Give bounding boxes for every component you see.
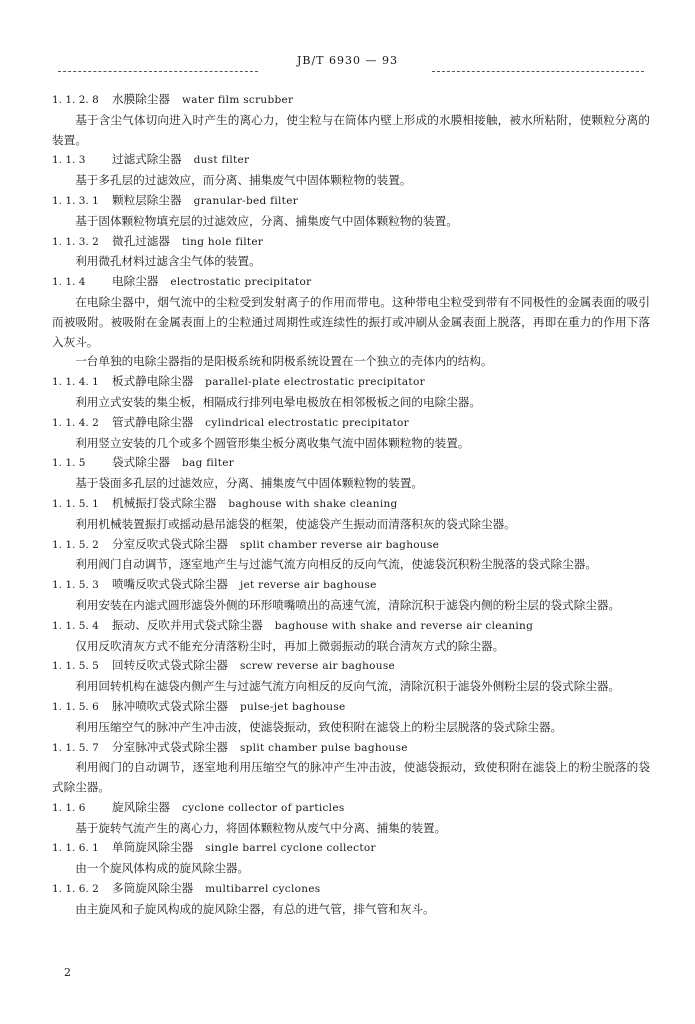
term-chinese: 板式静电除尘器 (112, 374, 194, 389)
term-english: baghouse with shake cleaning (228, 497, 398, 510)
term-number: 1. 1. 5. 4 (52, 619, 99, 632)
term-chinese: 旋风除尘器 (112, 799, 170, 814)
standard-code: JB/T 6930 — 93 (296, 54, 399, 67)
term-heading (52, 697, 650, 718)
term-chinese: 振动、反吹并用式袋式除尘器 (112, 617, 263, 632)
term-number: 1. 1. 5. 2 (52, 538, 99, 551)
term-entry-1-1-5-3 (52, 575, 650, 616)
term-heading (52, 232, 650, 253)
term-entry-1-1-6 (52, 798, 650, 839)
term-definition: 利用阀门的自动调节，逐室地利用压缩空气的脉冲产生冲击波，使滤袋振动，致使积附在滤袋上的粉尘脱落的袋式除尘器。 (52, 760, 650, 795)
term-entry-1-1-5-1 (52, 494, 650, 535)
term-english: bag filter (181, 457, 235, 470)
term-entry-1-1-4-1 (52, 372, 650, 413)
term-english: split chamber reverse air baghouse (239, 538, 440, 551)
term-heading (52, 616, 650, 637)
term-chinese: 水膜除尘器 (112, 92, 170, 106)
document-body (52, 90, 650, 920)
term-heading (52, 272, 650, 293)
term-chinese: 过滤式除尘器 (112, 152, 182, 167)
term-number: 1. 1. 4. 1 (52, 376, 99, 389)
term-english: single barrel cyclone collector (205, 842, 376, 855)
term-number: 1. 1. 6 (52, 801, 86, 814)
term-definition: 利用机械装置振打或摇动悬吊滤袋的框架，使滤袋产生振动而清落积灰的袋式除尘器。 (75, 516, 516, 531)
header-rule-left (58, 71, 258, 72)
term-heading (52, 838, 650, 859)
term-heading (52, 372, 650, 393)
term-chinese: 分室脉冲式袋式除尘器 (112, 739, 228, 754)
term-entry-1-1-5 (52, 453, 650, 494)
term-heading (52, 453, 650, 474)
term-english: baghouse with shake and reverse air cleaning (274, 619, 534, 632)
term-definition-note: 一台单独的电除尘器指的是阳极系统和阴极系统设置在一个独立的壳体内的结构。 (75, 354, 493, 369)
term-entry-1-1-5-7 (52, 738, 650, 798)
term-number: 1. 1. 2. 8 (52, 94, 99, 106)
term-definition: 利用微孔材料过滤含尘气体的装置。 (75, 254, 261, 269)
term-heading (52, 535, 650, 556)
term-english: split chamber pulse baghouse (239, 741, 408, 754)
term-chinese: 管式静电除尘器 (112, 414, 194, 429)
term-heading (52, 738, 650, 759)
term-english: granular-bed filter (193, 194, 299, 207)
term-entry-1-1-3-1 (52, 191, 650, 232)
header-rule-right (432, 71, 644, 72)
term-english: dust filter (193, 154, 250, 167)
term-entry-1-1-2-8 (52, 90, 650, 150)
term-english: pulse-jet baghouse (239, 700, 346, 713)
term-english: screw reverse air baghouse (239, 660, 396, 673)
term-english: electrostatic precipitator (170, 276, 312, 289)
term-number: 1. 1. 5. 1 (52, 497, 99, 510)
page-number: 2 (64, 966, 71, 979)
page-header (0, 54, 695, 78)
term-chinese: 分室反吹式袋式除尘器 (112, 536, 228, 551)
term-definition: 利用安装在内滤式圆形滤袋外侧的环形喷嘴喷出的高速气流，清除沉积于滤袋内侧的粉尘层的袋式除尘器。 (75, 597, 621, 612)
term-definition: 由主旋风和子旋风构成的旋风除尘器，有总的进气管，排气管和灰斗。 (75, 901, 435, 916)
term-number: 1. 1. 5. 6 (52, 700, 99, 713)
term-entry-1-1-4 (52, 272, 650, 372)
term-number: 1. 1. 4 (52, 276, 86, 289)
term-definition: 基于多孔层的过滤效应，而分离、捕集废气中固体颗粒物的装置。 (75, 173, 412, 188)
term-chinese: 喷嘴反吹式袋式除尘器 (112, 577, 228, 592)
term-heading (52, 656, 650, 677)
term-chinese: 袋式除尘器 (112, 455, 170, 470)
term-number: 1. 1. 6. 2 (52, 883, 99, 896)
term-heading (52, 413, 650, 434)
term-english: parallel-plate electrostatic precipitator (205, 376, 425, 389)
term-heading (52, 150, 650, 171)
term-heading (52, 575, 650, 596)
term-definition: 仅用反吹清灰方式不能充分清落粉尘时，再加上微弱振动的联合清灰方式的除尘器。 (75, 638, 505, 653)
term-entry-1-1-5-6 (52, 697, 650, 738)
term-entry-1-1-5-4 (52, 616, 650, 657)
term-entry-1-1-5-2 (52, 535, 650, 576)
term-chinese: 机械振打袋式除尘器 (112, 495, 217, 510)
term-heading (52, 191, 650, 212)
term-entry-1-1-6-1 (52, 838, 650, 879)
term-heading (52, 879, 650, 900)
term-definition: 基于袋面多孔层的过滤效应，分离、捕集废气中固体颗粒物的装置。 (75, 476, 424, 491)
term-english: cylindrical electrostatic precipitator (205, 416, 410, 429)
term-definition: 利用立式安装的集尘板，相隔成行排列电晕电极放在相邻极板之间的电除尘器。 (75, 394, 481, 409)
term-number: 1. 1. 5. 5 (52, 660, 99, 673)
term-heading (52, 494, 650, 515)
term-number: 1. 1. 3. 1 (52, 194, 99, 207)
term-definition: 基于旋转气流产生的离心力，将固体颗粒物从废气中分离、捕集的装置。 (75, 820, 447, 835)
term-definition: 利用回转机构在滤袋内侧产生与过滤气流方向相反的反向气流，清除沉积于滤袋外侧粉尘层的袋式除尘器。 (75, 679, 621, 694)
term-definition: 利用阀门自动调节，逐室地产生与过滤气流方向相反的反向气流，使滤袋沉积粉尘脱落的袋式除尘器。 (75, 557, 597, 572)
term-number: 1. 1. 5. 7 (52, 741, 99, 754)
term-entry-1-1-6-2 (52, 879, 650, 920)
term-heading (52, 90, 650, 111)
term-entry-1-1-4-2 (52, 413, 650, 454)
term-chinese: 多筒旋风除尘器 (112, 881, 194, 896)
term-chinese: 电除尘器 (112, 274, 159, 289)
term-number: 1. 1. 4. 2 (52, 416, 99, 429)
term-english: ting hole filter (181, 235, 264, 248)
term-entry-1-1-3 (52, 150, 650, 191)
term-english: water film scrubber (181, 94, 294, 106)
term-number: 1. 1. 3. 2 (52, 235, 99, 248)
term-entry-1-1-3-2 (52, 232, 650, 273)
term-english: multibarrel cyclones (205, 883, 321, 896)
term-definition: 由一个旋风体构成的旋风除尘器。 (75, 861, 250, 876)
term-number: 1. 1. 3 (52, 154, 86, 167)
term-definition: 利用压缩空气的脉冲产生冲击波，使滤袋振动，致使积附在滤袋上的粉尘层脱落的袋式除尘器。 (75, 719, 563, 734)
term-definition: 在电除尘器中，烟气流中的尘粒受到发射离子的作用而带电。这种带电尘粒受到带有不同极性的金属表面的吸引而被吸附。被吸附在金属表面上的尘粒通过周期性或连续性的振打或冲刷从金属表面上脱落，再即在重力的作用下落入灰斗。 (52, 294, 650, 349)
term-number: 1. 1. 5 (52, 457, 86, 470)
term-definition: 基于固体颗粒物填充层的过滤效应，分离、捕集废气中固体颗粒物的装置。 (75, 213, 458, 228)
term-entry-1-1-5-5 (52, 656, 650, 697)
term-english: jet reverse air baghouse (239, 579, 377, 592)
term-chinese: 微孔过滤器 (112, 233, 170, 248)
term-definition: 利用竖立安装的几个或多个圆管形集尘板分离收集气流中固体颗粒物的装置。 (75, 435, 470, 450)
term-number: 1. 1. 5. 3 (52, 579, 99, 592)
term-english: cyclone collector of particles (181, 801, 345, 814)
term-heading (52, 798, 650, 819)
term-definition: 基于含尘气体切向进入时产生的离心力，使尘粒与在筒体内壁上形成的水膜相接触，被水所粘附，使颗粒分离的装置。 (52, 112, 650, 147)
term-number: 1. 1. 6. 1 (52, 842, 99, 855)
term-chinese: 回转反吹式袋式除尘器 (112, 658, 228, 673)
term-chinese: 脉冲喷吹式袋式除尘器 (112, 698, 228, 713)
term-chinese: 颗粒层除尘器 (112, 192, 182, 207)
term-chinese: 单筒旋风除尘器 (112, 840, 194, 855)
